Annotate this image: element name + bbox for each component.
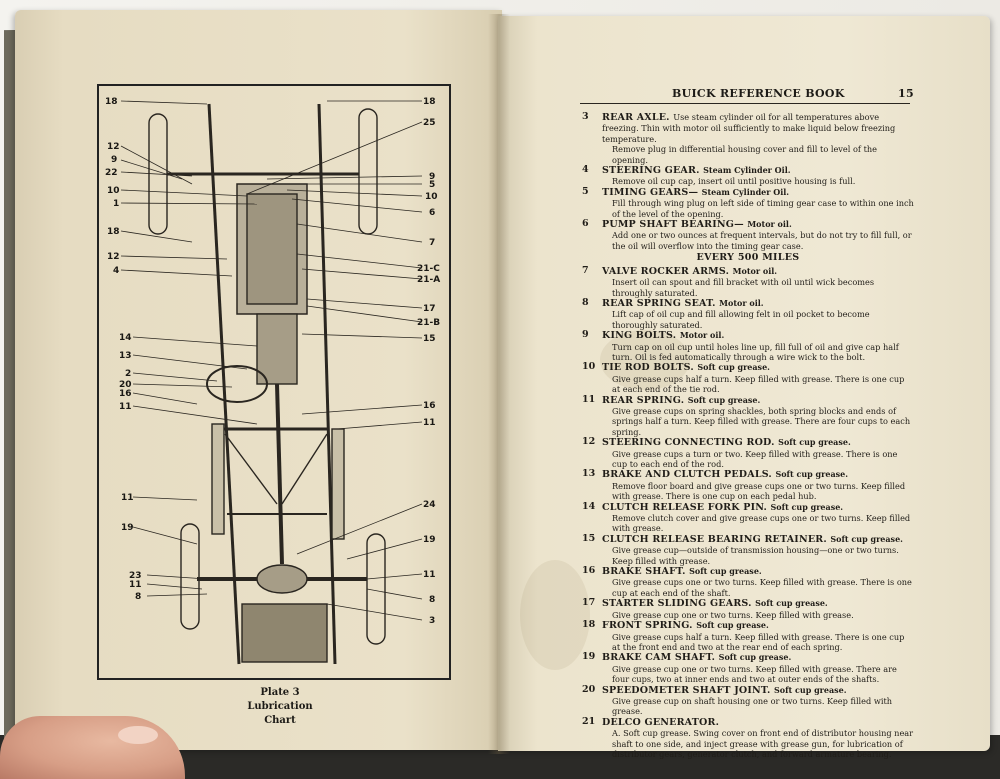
entry-lubricant: Soft cup grease. xyxy=(755,598,828,609)
entry-number: 17 xyxy=(582,597,596,609)
list-item xyxy=(582,502,914,534)
entry-body: Turn cap on oil cup until holes line up, fill full of oil and give cap half turn. Oil is fed automatically through a wire wick to the bolt. xyxy=(612,341,899,362)
callout-left-16: 19 xyxy=(121,523,134,533)
entry-lubricant: Motor oil. xyxy=(747,219,792,230)
callout-right-4: 10 xyxy=(425,192,438,202)
callout-right-9: 17 xyxy=(423,304,436,314)
front-right-wheel xyxy=(359,109,377,234)
entry-number: 20 xyxy=(582,683,596,695)
entry-number: 7 xyxy=(582,264,589,276)
entry-lubricant: Soft cup grease. xyxy=(697,362,770,373)
entry-text: Use steam cylinder oil for all temperatures above freezing. Thin with motor oil sufficiently to make liquid below freezing temperature. xyxy=(602,112,896,144)
list-item xyxy=(582,534,914,566)
entry-heading: FRONT SPRING. xyxy=(602,620,697,632)
callout-right-13: 11 xyxy=(423,418,436,428)
entry-number: 4 xyxy=(582,164,589,176)
list-item xyxy=(582,219,914,251)
thumbnail xyxy=(118,726,158,744)
list-item xyxy=(582,469,914,501)
entry-heading: VALVE ROCKER ARMS. xyxy=(602,265,733,277)
differential xyxy=(257,565,307,593)
callout-right-3: 5 xyxy=(429,180,436,190)
entry-lubricant: Soft cup grease. xyxy=(778,437,851,448)
callout-left-3: 22 xyxy=(105,168,118,178)
entry-body: Remove floor board and give grease cups one or two turns. Keep filled with grease. There is one cup on each pedal hub. xyxy=(612,480,906,502)
entry-lubricant: Motor oil. xyxy=(679,330,725,341)
callout-right-7: 21-C xyxy=(417,264,440,274)
callout-left-0: 18 xyxy=(105,97,118,107)
entry-number: 16 xyxy=(582,565,596,577)
callout-left-15: 11 xyxy=(121,493,134,503)
entry-lubricant: Soft cup grease. xyxy=(770,501,844,512)
entry-body: Give grease cups one or two turns. Keep filled with grease. There is one cup at each end of the shaft. xyxy=(612,577,912,598)
entry-heading: SPEEDOMETER SHAFT JOINT. xyxy=(602,684,774,696)
entry-body: Add one or two ounces at frequent intervals, but do not try to fill full, or the oil will overflow into the timing gear case. xyxy=(612,230,912,251)
entry-body: Insert oil can spout and fill bracket with oil until wick becomes throughly saturated. xyxy=(612,277,875,298)
left-rear-spring xyxy=(212,424,224,534)
entry-heading: CLUTCH RELEASE FORK PIN. xyxy=(602,501,771,513)
entry-number: 3 xyxy=(582,111,589,122)
callout-right-18: 3 xyxy=(429,616,436,626)
callout-right-6: 7 xyxy=(429,238,436,248)
callout-right-5: 6 xyxy=(429,208,436,218)
entry-body: Give grease cups half a turn. Keep filled with grease. There is one cup at the front end and two at the rear end of each spring. xyxy=(612,631,905,652)
entry-number: 11 xyxy=(582,393,596,405)
callout-left-17: 23 xyxy=(129,571,142,581)
entry-heading: REAR SPRING SEAT. xyxy=(602,297,720,309)
callout-right-11: 15 xyxy=(423,334,436,344)
entry-heading: STARTER SLIDING GEARS. xyxy=(602,598,756,610)
callout-right-16: 11 xyxy=(423,570,436,580)
rear-right-wheel xyxy=(367,534,385,644)
page-stain xyxy=(520,560,590,670)
entry-number: 8 xyxy=(582,296,589,308)
entry-body: Give grease cup on shaft housing one or two turns. Keep filled with grease. xyxy=(612,695,893,717)
entry-heading: BRAKE SHAFT. xyxy=(602,566,690,578)
entry-lubricant: Steam Cylinder Oil. xyxy=(701,186,790,197)
entry-body: Give grease cup one or two turns. Keep filled with grease. xyxy=(612,609,854,620)
list-item xyxy=(582,620,914,652)
callout-right-2: 9 xyxy=(429,172,436,182)
entry-body: Give grease cup—outside of transmission housing—one or two turns. Keep filled with grease. xyxy=(612,545,899,566)
entry-number: 10 xyxy=(582,361,596,373)
callout-right-14: 24 xyxy=(423,500,436,510)
callout-right-8: 21-A xyxy=(417,275,441,285)
rear-left-wheel xyxy=(181,524,199,629)
entry-heading: PUMP SHAFT BEARING— xyxy=(602,219,748,231)
list-item xyxy=(582,112,914,165)
entry-lubricant: Soft cup grease. xyxy=(773,684,847,695)
entry-body: A. Soft cup grease. Swing cover on front end of distributor housing near shaft to one side, and inject grease with grease gun, for lubrication of distributor gears, generator clutch, and forward armature bearing. xyxy=(612,728,914,759)
callout-left-13: 16 xyxy=(119,389,132,399)
entry-number: 18 xyxy=(582,619,596,631)
entry-number: 6 xyxy=(582,218,589,230)
entry-lubricant: Motor oil. xyxy=(719,297,764,308)
list-item xyxy=(582,685,914,717)
entry-lubricant: Steam Cylinder Oil. xyxy=(703,165,791,176)
list-item xyxy=(582,187,914,219)
drive-shaft xyxy=(277,384,282,564)
callout-left-14: 11 xyxy=(119,402,132,412)
list-item xyxy=(582,717,914,760)
fuel-tank xyxy=(242,604,327,662)
callout-left-12: 20 xyxy=(119,380,132,390)
entry-number: 13 xyxy=(582,468,596,480)
brace xyxy=(225,434,277,504)
callout-left-19: 8 xyxy=(135,592,142,602)
entry-lubricant: Soft cup grease. xyxy=(718,652,792,663)
engine-head xyxy=(247,194,297,304)
brace xyxy=(282,434,327,504)
callout-right-1: 25 xyxy=(423,118,436,128)
entry-body: Remove plug in differential housing cover and fill to level of the opening. xyxy=(612,144,877,165)
entry-body: Give grease cups on spring shackles, both spring blocks and ends of springs half a turn. Keep filled with grease. There are four cups to each spring. xyxy=(612,405,911,437)
entry-body: Fill through wing plug on left side of timing gear case to within one inch of the level of the opening. xyxy=(612,198,914,219)
list-item xyxy=(582,266,914,298)
entry-number: 15 xyxy=(582,532,596,544)
entry-heading: TIMING GEARS— xyxy=(602,186,702,198)
entry-body: Lift cap of oil cup and fill allowing felt in oil pocket to become thoroughly saturated. xyxy=(612,309,870,330)
transmission xyxy=(257,314,297,384)
entry-number: 21 xyxy=(582,715,596,727)
callout-right-12: 16 xyxy=(423,401,436,411)
plate-caption xyxy=(230,686,330,728)
callout-right-10: 21-B xyxy=(417,318,441,328)
section-heading: EVERY 500 MILES xyxy=(696,252,800,264)
entry-lubricant: Soft cup grease. xyxy=(687,394,761,405)
callout-left-2: 9 xyxy=(111,155,118,165)
entry-number: 14 xyxy=(582,500,596,512)
entry-number: 9 xyxy=(582,329,589,341)
list-item xyxy=(582,395,914,438)
list-item xyxy=(582,298,914,330)
entry-body: Give grease cup one or two turns. Keep filled with grease. There are four cups, two at inner ends and two at outer ends of the shafts. xyxy=(612,663,897,685)
plate-label: Plate 3 xyxy=(260,687,300,698)
callout-left-1: 12 xyxy=(107,142,120,152)
plate-title: Lubrication Chart xyxy=(247,701,313,726)
entry-body: Remove oil cup cap, insert oil until positive housing is full. xyxy=(612,176,856,187)
callout-left-7: 12 xyxy=(107,252,120,262)
list-item xyxy=(582,330,914,362)
list-item xyxy=(582,598,914,620)
entry-heading: REAR SPRING. xyxy=(602,394,688,406)
callout-right-17: 8 xyxy=(429,595,436,605)
entry-number: 5 xyxy=(582,185,589,197)
callout-left-8: 4 xyxy=(113,266,120,276)
list-item xyxy=(582,566,914,598)
entry-heading: BRAKE CAM SHAFT. xyxy=(602,652,719,664)
callout-left-11: 2 xyxy=(125,369,132,379)
entry-lubricant: Soft cup grease. xyxy=(696,620,769,631)
entry-lubricant: Soft cup grease. xyxy=(830,533,903,544)
list-item xyxy=(582,165,914,187)
entry-body: Give grease cups half a turn. Keep filled with grease. There is one cup at each end of the tie rod. xyxy=(612,373,905,395)
list-item xyxy=(582,437,914,469)
entry-heading: STEERING CONNECTING ROD. xyxy=(602,437,779,449)
hand-holding-book xyxy=(0,716,185,779)
entry-lubricant: Motor oil. xyxy=(732,265,778,276)
entry-heading: KING BOLTS. xyxy=(602,330,680,342)
entry-body: Remove clutch cover and give grease cups one or two turns. Keep filled with grease. xyxy=(612,513,911,534)
callout-left-6: 18 xyxy=(107,227,120,237)
callout-left-4: 10 xyxy=(107,186,120,196)
book-title: BUICK REFERENCE BOOK xyxy=(672,87,845,100)
lubrication-instructions xyxy=(582,112,914,759)
callout-left-10: 13 xyxy=(119,351,132,361)
lubrication-chart-diagram xyxy=(97,84,451,680)
entry-heading: DELCO GENERATOR. xyxy=(602,716,720,728)
list-item xyxy=(582,652,914,684)
list-item xyxy=(582,362,914,394)
book-gutter xyxy=(488,14,510,754)
entry-body: Give grease cups a turn or two. Keep filled with grease. There is one cup to each end of the rod. xyxy=(612,448,898,469)
callout-left-18: 11 xyxy=(129,580,142,590)
entry-number: 12 xyxy=(582,436,596,448)
callout-right-15: 19 xyxy=(423,535,436,545)
right-rear-spring xyxy=(332,429,344,539)
callout-left-9: 14 xyxy=(119,333,132,343)
entry-heading: BRAKE AND CLUTCH PEDALS. xyxy=(602,469,776,481)
entry-lubricant: Soft cup grease. xyxy=(689,566,762,577)
page-number: 15 xyxy=(898,87,914,100)
entry-number: 19 xyxy=(582,651,596,663)
entry-heading: REAR AXLE. xyxy=(602,112,674,123)
callout-left-5: 1 xyxy=(113,199,120,209)
entry-heading: STEERING GEAR. xyxy=(602,165,704,177)
callout-right-0: 18 xyxy=(423,97,436,107)
header-rule xyxy=(580,103,910,104)
entry-heading: CLUTCH RELEASE BEARING RETAINER. xyxy=(602,533,831,545)
entry-heading: TIE ROD BOLTS. xyxy=(602,362,698,374)
entry-lubricant: Soft cup grease. xyxy=(775,469,848,480)
